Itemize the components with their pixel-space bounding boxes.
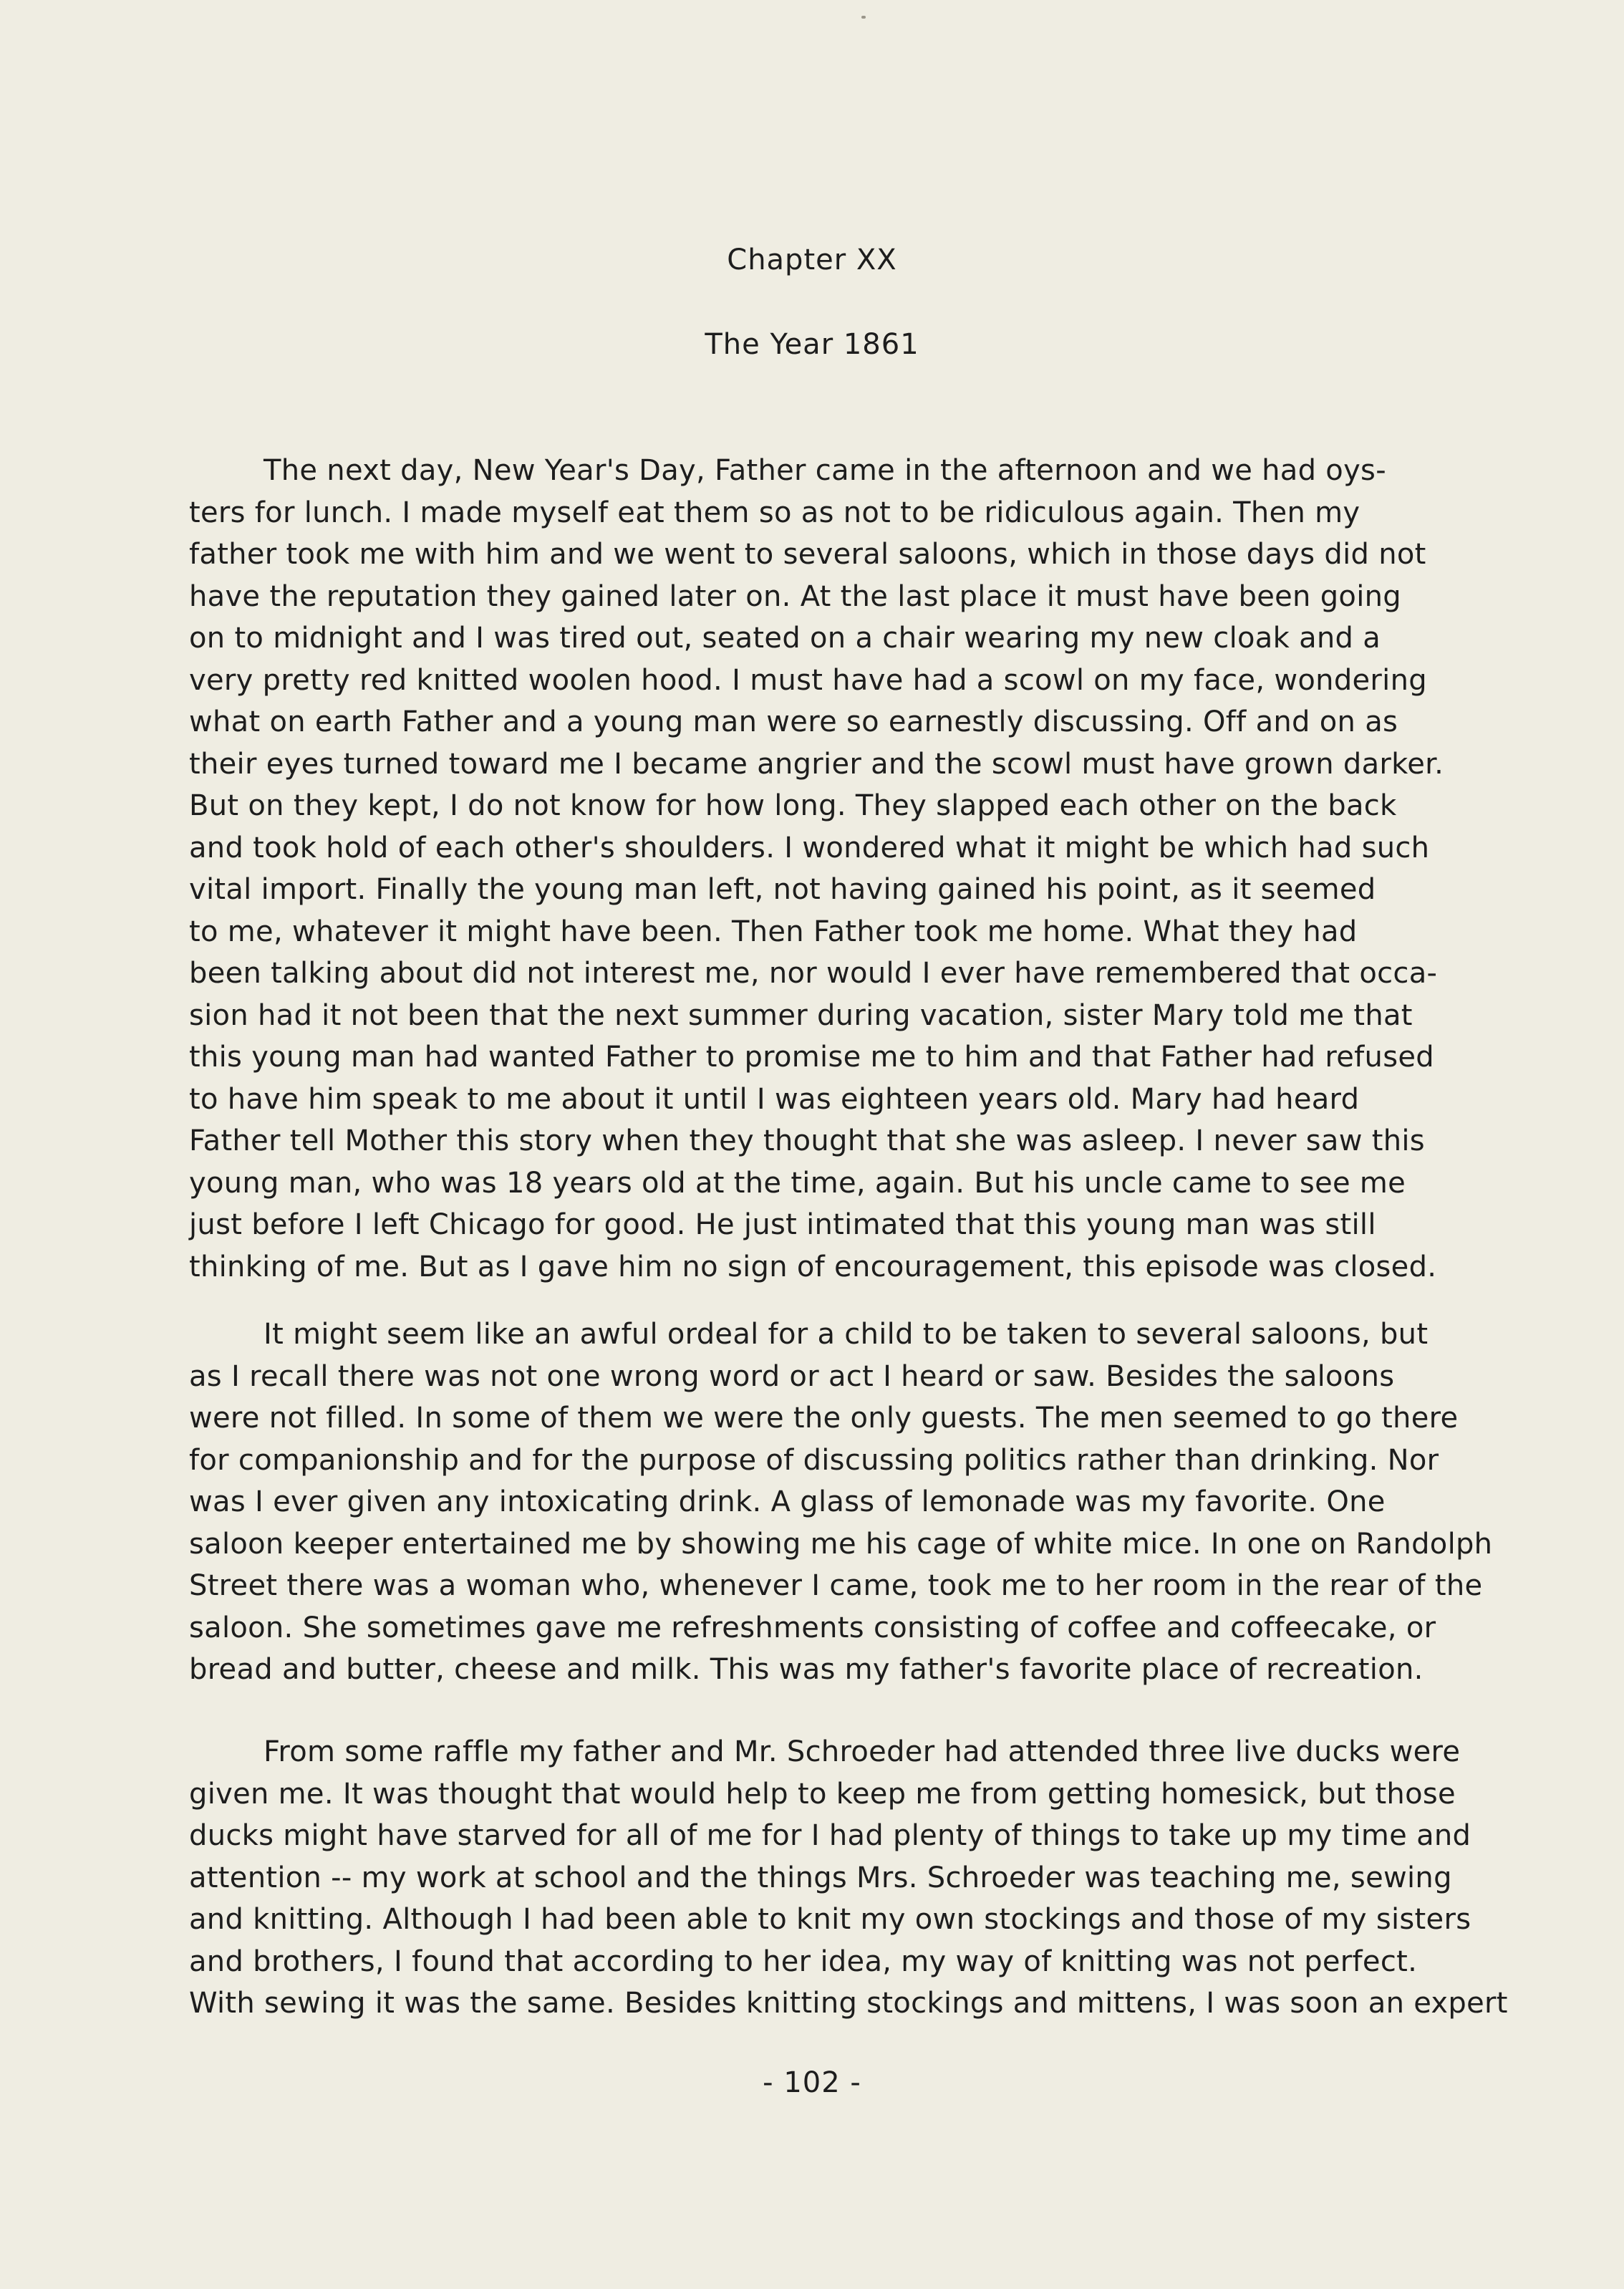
paragraph-2 <box>189 1314 1493 1691</box>
text-line: vital import. Finally the young man left, not having gained his point, as it seemed <box>189 873 1376 906</box>
text-line: father took me with him and we went to several saloons, which in those days did not <box>189 538 1426 571</box>
text-line: have the reputation they gained later on. At the last place it must have been going <box>189 579 1401 613</box>
text-line: bread and butter, cheese and milk. This was my father's favorite place of recreation. <box>189 1653 1424 1686</box>
text-line: sion had it not been that the next summer during vacation, sister Mary told me that <box>189 998 1413 1032</box>
text-line: and knitting. Although I had been able to knit my own stockings and those of my sisters <box>189 1903 1471 1936</box>
text-line: ducks might have starved for all of me for I had plenty of things to take up my time and <box>189 1819 1471 1852</box>
text-line: With sewing it was the same. Besides knitting stockings and mittens, I was soon an expert <box>189 1987 1508 2020</box>
text-line: been talking about did not interest me, nor would I ever have remembered that occa- <box>189 957 1438 990</box>
text-line: ters for lunch. I made myself eat them so as not to be ridiculous again. Then my <box>189 496 1360 529</box>
text-line: to have him speak to me about it until I was eighteen years old. Mary had heard <box>189 1082 1360 1116</box>
paragraph-1 <box>189 450 1478 1288</box>
text-line: But on they kept, I do not know for how long. They slapped each other on the back <box>189 789 1397 822</box>
text-line: on to midnight and I was tired out, seated on a chair wearing my new cloak and a <box>189 622 1381 655</box>
text-line: attention -- my work at school and the things Mrs. Schroeder was teaching me, sewing <box>189 1861 1452 1894</box>
text-line: It might seem like an awful ordeal for a child to be taken to several saloons, but <box>264 1318 1429 1351</box>
text-line: Street there was a woman who, whenever I came, took me to her room in the rear of the <box>189 1569 1483 1602</box>
text-line: thinking of me. But as I gave him no sign of encouragement, this episode was closed. <box>189 1250 1437 1283</box>
text-line: very pretty red knitted woolen hood. I must have had a scowl on my face, wondering <box>189 663 1427 697</box>
text-line: were not filled. In some of them we were the only guests. The men seemed to go there <box>189 1402 1459 1435</box>
text-line: and took hold of each other's shoulders. I wondered what it might be which had such <box>189 831 1430 864</box>
chapter-title: The Year 1861 <box>705 328 919 361</box>
text-line: this young man had wanted Father to promise me to him and that Father had refused <box>189 1041 1434 1074</box>
text-line: The next day, New Year's Day, Father came in the afternoon and we had oys- <box>264 454 1386 487</box>
text-line: what on earth Father and a young man were so earnestly discussing. Off and on as <box>189 705 1398 738</box>
text-line: saloon keeper entertained me by showing me his cage of white mice. In one on Randolph <box>189 1527 1493 1561</box>
text-line: was I ever given any intoxicating drink. A glass of lemonade was my favorite. One <box>189 1485 1386 1518</box>
text-line: From some raffle my father and Mr. Schroeder had attended three live ducks were <box>264 1735 1461 1768</box>
chapter-heading: Chapter XX <box>727 244 897 276</box>
text-line: saloon. She sometimes gave me refreshments consisting of coffee and coffeecake, or <box>189 1611 1436 1644</box>
text-line: to me, whatever it might have been. Then Father took me home. What they had <box>189 915 1358 948</box>
page-number: - 102 - <box>763 2066 861 2099</box>
text-line: for companionship and for the purpose of discussing politics rather than drinking. Nor <box>189 1443 1439 1477</box>
scan-speck <box>861 16 866 19</box>
text-line: just before I left Chicago for good. He just intimated that this young man was still <box>189 1208 1376 1241</box>
text-line: young man, who was 18 years old at the time, again. But his uncle came to see me <box>189 1166 1406 1200</box>
text-line: Father tell Mother this story when they thought that she was asleep. I never saw this <box>189 1124 1425 1157</box>
text-line: their eyes turned toward me I became angrier and the scowl must have grown darker. <box>189 747 1444 781</box>
text-line: and brothers, I found that according to her idea, my way of knitting was not perfect. <box>189 1945 1418 1978</box>
text-line: given me. It was thought that would help to keep me from getting homesick, but those <box>189 1777 1456 1811</box>
text-line: as I recall there was not one wrong word or act I heard or saw. Besides the saloons <box>189 1359 1395 1393</box>
paragraph-3 <box>189 1731 1508 2025</box>
